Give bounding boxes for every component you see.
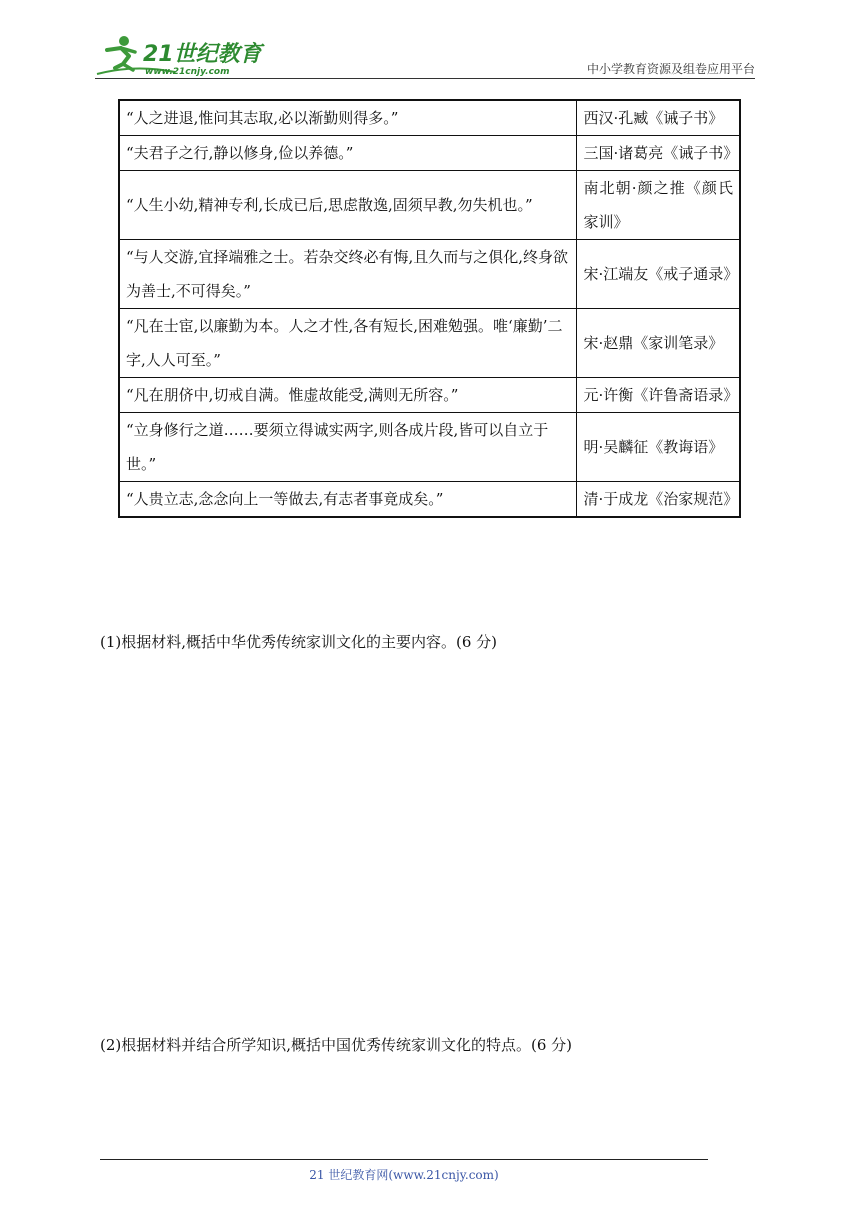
table-row — [119, 482, 740, 518]
source-cell: 元·许衡《许鲁斋语录》 — [577, 378, 740, 413]
table-row — [119, 413, 740, 482]
source-cell: 明·吴麟征《教诲语》 — [577, 413, 740, 482]
table-row — [119, 100, 740, 136]
quote-cell: “人贵立志,念念向上一等做去,有志者事竟成矣。” — [119, 482, 577, 518]
question-2: (2)根据材料并结合所学知识,概括中国优秀传统家训文化的特点。(6 分) — [100, 1036, 573, 1054]
site-logo[interactable] — [95, 34, 265, 78]
quote-cell: “凡在朋侪中,切戒自满。惟虚故能受,满则无所容。” — [119, 378, 577, 413]
table-row — [119, 240, 740, 309]
quote-cell: “人之进退,惟问其志取,必以渐勤则得多。” — [119, 100, 577, 136]
page-header — [95, 34, 755, 80]
source-cell: 宋·江端友《戒子通录》 — [577, 240, 740, 309]
quote-cell: “人生小幼,精神专利,长成已后,思虑散逸,固须早教,勿失机也。” — [119, 171, 577, 240]
family-instruction-table — [118, 99, 741, 518]
table-row — [119, 136, 740, 171]
quote-cell: “与人交游,宜择端雅之士。若杂交终必有悔,且久而与之俱化,终身欲为善士,不可得矣。” — [119, 240, 577, 309]
header-divider — [95, 78, 755, 79]
runner-logo-icon — [95, 34, 265, 78]
source-cell: 清·于成龙《治家规范》 — [577, 482, 740, 518]
platform-name: 中小学教育资源及组卷应用平台 — [586, 62, 755, 76]
table-row — [119, 171, 740, 240]
source-cell: 三国·诸葛亮《诫子书》 — [577, 136, 740, 171]
source-cell: 南北朝·颜之推《颜氏家训》 — [577, 171, 740, 240]
logo-url: www.21cnjy.com — [145, 67, 230, 77]
logo-text: 21世纪教育 — [143, 42, 262, 67]
quote-cell: “夫君子之行,静以修身,俭以养德。” — [119, 136, 577, 171]
source-cell: 宋·赵鼎《家训笔录》 — [577, 309, 740, 378]
table-row — [119, 309, 740, 378]
quote-cell: “凡在士宦,以廉勤为本。人之才性,各有短长,困难勉强。唯‘廉勤’二字,人人可至。” — [119, 309, 577, 378]
quote-cell: “立身修行之道……要须立得诚实两字,则各成片段,皆可以自立于世。” — [119, 413, 577, 482]
table-row — [119, 378, 740, 413]
footer-divider — [100, 1159, 708, 1160]
question-1: (1)根据材料,概括中华优秀传统家训文化的主要内容。(6 分) — [100, 633, 498, 651]
footer-link[interactable]: 21 世纪教育网(www.21cnjy.com) — [309, 1168, 499, 1182]
source-cell: 西汉·孔臧《诫子书》 — [577, 100, 740, 136]
